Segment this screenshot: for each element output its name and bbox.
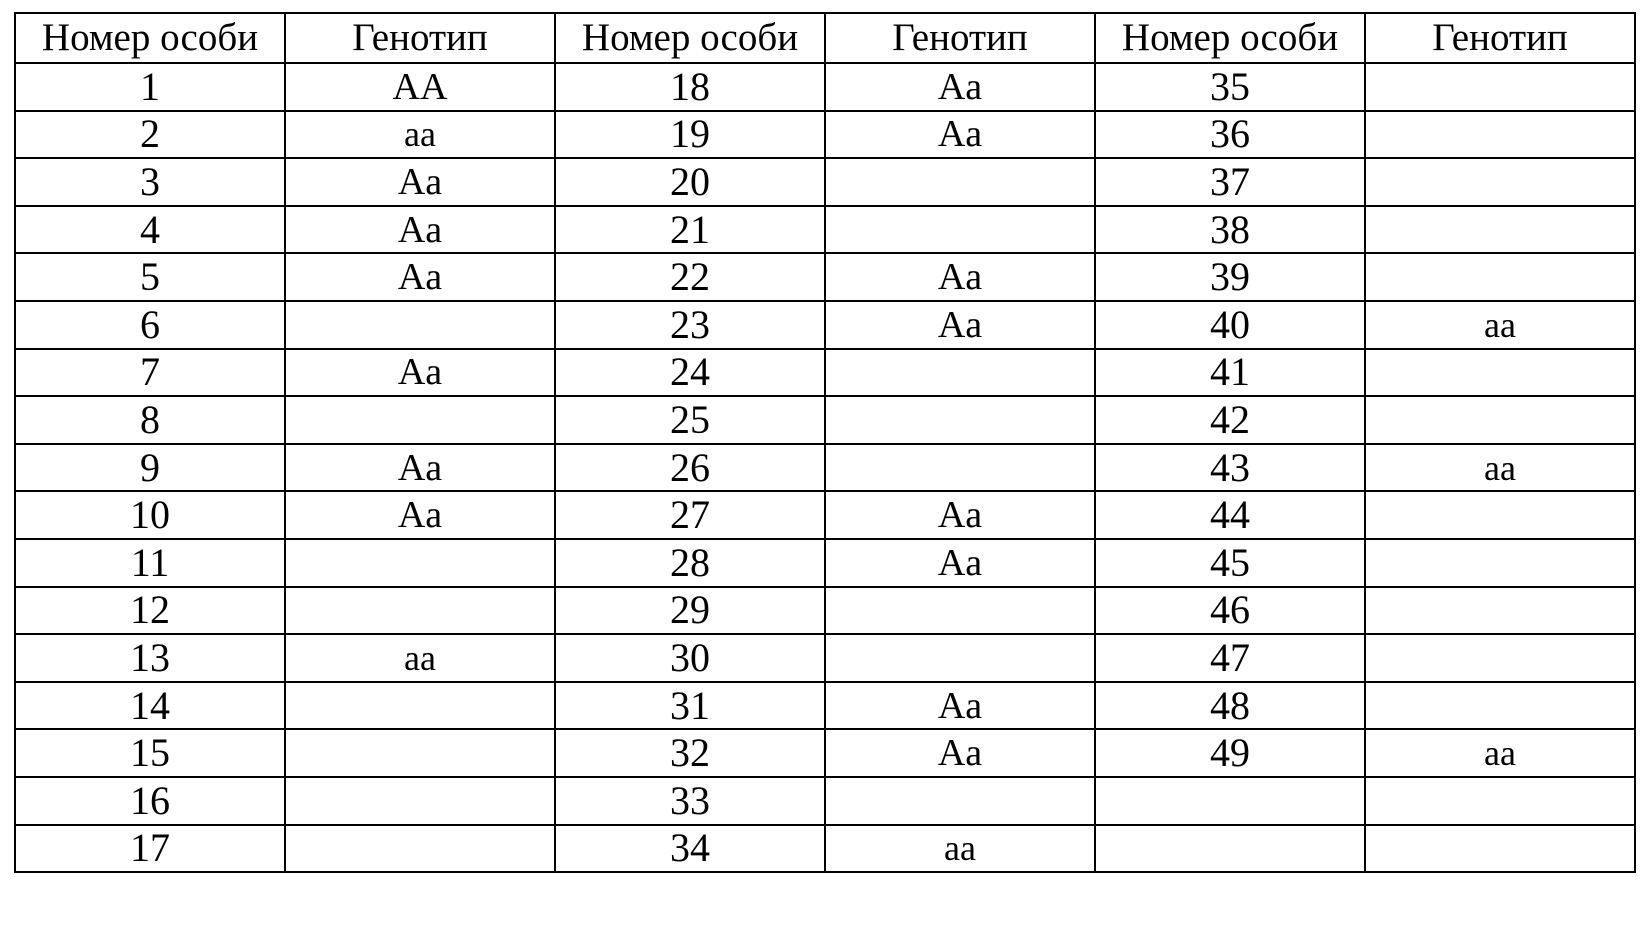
individual-number-cell: 36 bbox=[1095, 111, 1365, 159]
genotype-cell bbox=[825, 587, 1095, 635]
genotype-cell: aa bbox=[285, 111, 555, 159]
genotype-cell: Aa bbox=[825, 729, 1095, 777]
genotype-cell bbox=[285, 539, 555, 587]
individual-number-cell: 38 bbox=[1095, 206, 1365, 254]
table-row bbox=[15, 777, 1635, 825]
header-individual-number: Номер особи bbox=[1095, 13, 1365, 63]
individual-number-cell: 26 bbox=[555, 444, 825, 492]
individual-number-cell: 22 bbox=[555, 253, 825, 301]
individual-number-cell: 4 bbox=[15, 206, 285, 254]
genotype-cell bbox=[1365, 825, 1635, 873]
individual-number-cell: 35 bbox=[1095, 63, 1365, 111]
individual-number-cell: 16 bbox=[15, 777, 285, 825]
header-individual-number: Номер особи bbox=[555, 13, 825, 63]
individual-number-cell: 40 bbox=[1095, 301, 1365, 349]
header-genotype: Генотип bbox=[825, 13, 1095, 63]
genotype-cell: Aa bbox=[285, 158, 555, 206]
table-row bbox=[15, 587, 1635, 635]
genotype-cell bbox=[1365, 491, 1635, 539]
genotype-cell bbox=[1365, 111, 1635, 159]
genotype-cell bbox=[1365, 587, 1635, 635]
individual-number-cell: 20 bbox=[555, 158, 825, 206]
individual-number-cell: 37 bbox=[1095, 158, 1365, 206]
individual-number-cell: 30 bbox=[555, 634, 825, 682]
table-row bbox=[15, 491, 1635, 539]
table-row bbox=[15, 349, 1635, 397]
individual-number-cell: 6 bbox=[15, 301, 285, 349]
table-row bbox=[15, 444, 1635, 492]
header-individual-number: Номер особи bbox=[15, 13, 285, 63]
individual-number-cell: 10 bbox=[15, 491, 285, 539]
genotype-cell bbox=[825, 206, 1095, 254]
genotype-cell bbox=[285, 729, 555, 777]
genotype-cell bbox=[825, 444, 1095, 492]
table-row bbox=[15, 63, 1635, 111]
genotype-cell bbox=[1365, 539, 1635, 587]
genotype-cell bbox=[285, 777, 555, 825]
individual-number-cell: 7 bbox=[15, 349, 285, 397]
genotype-cell bbox=[825, 777, 1095, 825]
genotype-cell: Aa bbox=[825, 111, 1095, 159]
genotype-cell bbox=[825, 349, 1095, 397]
genotype-table bbox=[14, 12, 1636, 873]
individual-number-cell: 12 bbox=[15, 587, 285, 635]
individual-number-cell: 49 bbox=[1095, 729, 1365, 777]
genotype-cell: Aa bbox=[285, 253, 555, 301]
individual-number-cell: 47 bbox=[1095, 634, 1365, 682]
genotype-cell: Aa bbox=[825, 301, 1095, 349]
genotype-cell bbox=[825, 158, 1095, 206]
individual-number-cell: 29 bbox=[555, 587, 825, 635]
header-row bbox=[15, 13, 1635, 63]
genotype-cell bbox=[1365, 349, 1635, 397]
genotype-cell bbox=[285, 396, 555, 444]
individual-number-cell: 19 bbox=[555, 111, 825, 159]
individual-number-cell: 5 bbox=[15, 253, 285, 301]
individual-number-cell: 32 bbox=[555, 729, 825, 777]
header-genotype: Генотип bbox=[1365, 13, 1635, 63]
individual-number-cell: 33 bbox=[555, 777, 825, 825]
individual-number-cell: 42 bbox=[1095, 396, 1365, 444]
table-row bbox=[15, 729, 1635, 777]
individual-number-cell: 14 bbox=[15, 682, 285, 730]
genotype-cell bbox=[1365, 634, 1635, 682]
table-row bbox=[15, 539, 1635, 587]
table-row bbox=[15, 825, 1635, 873]
genotype-cell bbox=[1365, 682, 1635, 730]
individual-number-cell: 18 bbox=[555, 63, 825, 111]
individual-number-cell: 46 bbox=[1095, 587, 1365, 635]
individual-number-cell: 39 bbox=[1095, 253, 1365, 301]
table-row bbox=[15, 158, 1635, 206]
genotype-cell bbox=[825, 396, 1095, 444]
individual-number-cell: 34 bbox=[555, 825, 825, 873]
genotype-cell: Aa bbox=[825, 539, 1095, 587]
individual-number-cell bbox=[1095, 825, 1365, 873]
table-row bbox=[15, 206, 1635, 254]
genotype-cell bbox=[825, 634, 1095, 682]
table-row bbox=[15, 396, 1635, 444]
individual-number-cell: 9 bbox=[15, 444, 285, 492]
genotype-cell: Aa bbox=[285, 491, 555, 539]
genotype-cell: Aa bbox=[825, 253, 1095, 301]
genotype-cell bbox=[1365, 206, 1635, 254]
individual-number-cell: 23 bbox=[555, 301, 825, 349]
table-row bbox=[15, 682, 1635, 730]
individual-number-cell: 24 bbox=[555, 349, 825, 397]
genotype-cell: aa bbox=[1365, 729, 1635, 777]
individual-number-cell: 44 bbox=[1095, 491, 1365, 539]
individual-number-cell: 15 bbox=[15, 729, 285, 777]
genotype-cell: aa bbox=[1365, 301, 1635, 349]
individual-number-cell: 43 bbox=[1095, 444, 1365, 492]
genotype-cell: Aa bbox=[825, 682, 1095, 730]
individual-number-cell: 13 bbox=[15, 634, 285, 682]
header-genotype: Генотип bbox=[285, 13, 555, 63]
genotype-cell bbox=[285, 825, 555, 873]
genotype-cell: aa bbox=[285, 634, 555, 682]
table-row bbox=[15, 634, 1635, 682]
individual-number-cell: 45 bbox=[1095, 539, 1365, 587]
individual-number-cell: 48 bbox=[1095, 682, 1365, 730]
genotype-cell: Aa bbox=[825, 491, 1095, 539]
individual-number-cell: 41 bbox=[1095, 349, 1365, 397]
genotype-cell: Aa bbox=[285, 206, 555, 254]
individual-number-cell: 17 bbox=[15, 825, 285, 873]
table-row bbox=[15, 111, 1635, 159]
genotype-cell: AA bbox=[285, 63, 555, 111]
individual-number-cell: 1 bbox=[15, 63, 285, 111]
genotype-cell: Aa bbox=[825, 63, 1095, 111]
genotype-cell bbox=[1365, 158, 1635, 206]
table-row bbox=[15, 253, 1635, 301]
genotype-cell bbox=[1365, 253, 1635, 301]
table-header bbox=[15, 13, 1635, 63]
genotype-cell: aa bbox=[825, 825, 1095, 873]
individual-number-cell: 8 bbox=[15, 396, 285, 444]
genotype-cell bbox=[285, 682, 555, 730]
genotype-cell: Aa bbox=[285, 444, 555, 492]
individual-number-cell: 25 bbox=[555, 396, 825, 444]
genotype-cell bbox=[1365, 396, 1635, 444]
genotype-cell: Aa bbox=[285, 349, 555, 397]
genotype-cell: aa bbox=[1365, 444, 1635, 492]
individual-number-cell: 31 bbox=[555, 682, 825, 730]
table-row bbox=[15, 301, 1635, 349]
individual-number-cell: 28 bbox=[555, 539, 825, 587]
individual-number-cell bbox=[1095, 777, 1365, 825]
individual-number-cell: 27 bbox=[555, 491, 825, 539]
genotype-cell bbox=[285, 587, 555, 635]
genotype-cell bbox=[1365, 777, 1635, 825]
table-body bbox=[15, 63, 1635, 872]
genotype-cell bbox=[285, 301, 555, 349]
individual-number-cell: 3 bbox=[15, 158, 285, 206]
individual-number-cell: 11 bbox=[15, 539, 285, 587]
genotype-cell bbox=[1365, 63, 1635, 111]
individual-number-cell: 21 bbox=[555, 206, 825, 254]
individual-number-cell: 2 bbox=[15, 111, 285, 159]
